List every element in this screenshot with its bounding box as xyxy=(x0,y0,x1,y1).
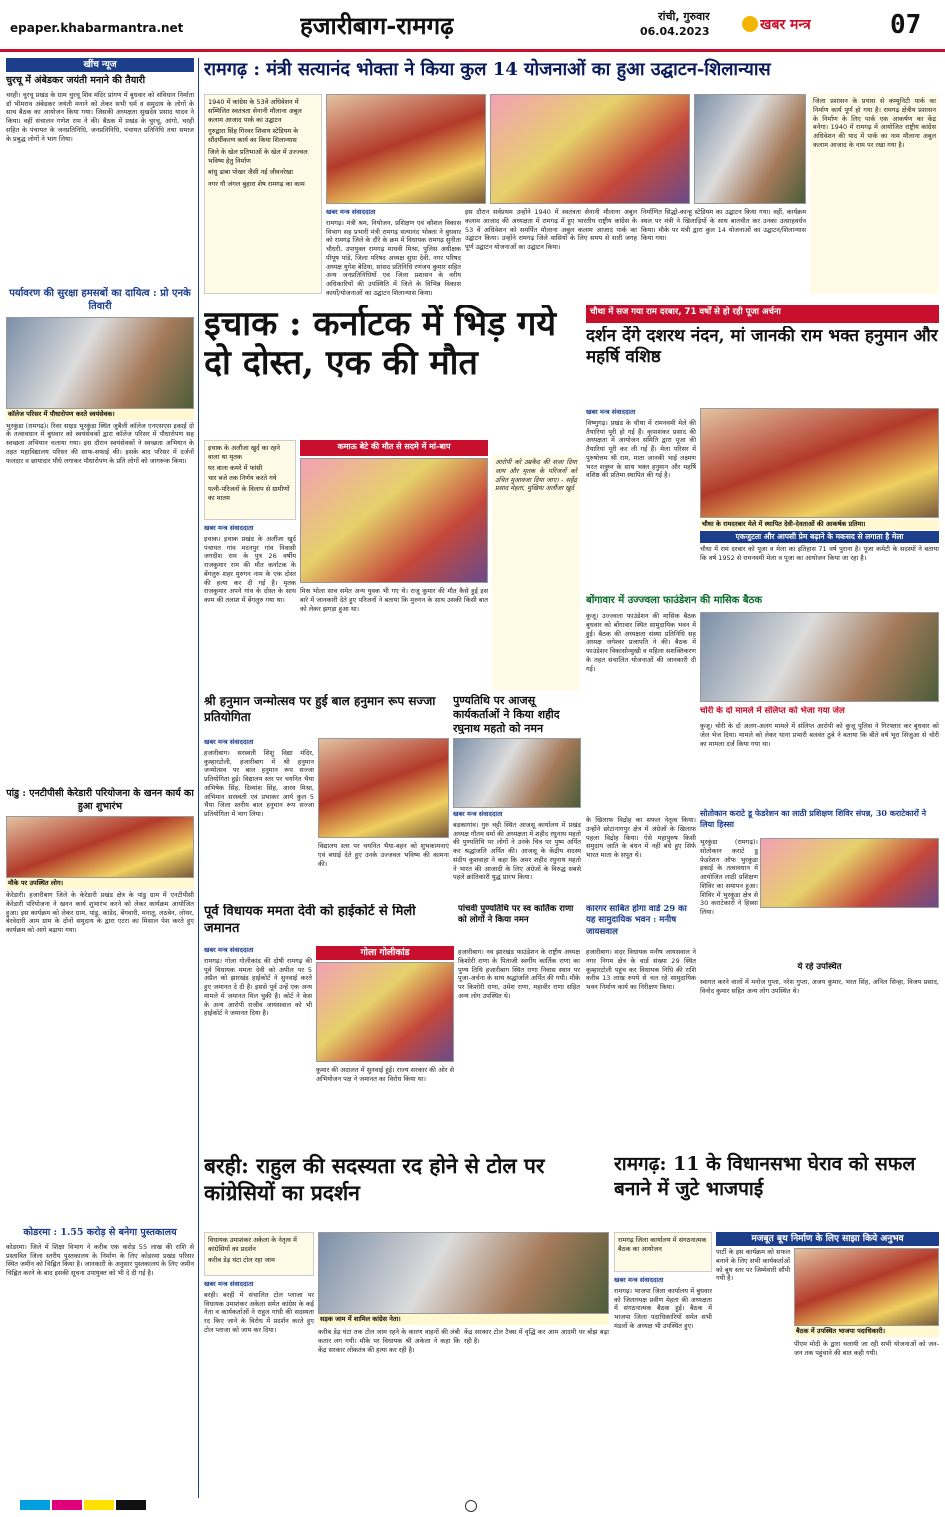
bullet-item: 1940 में कांग्रेस के 53वें अधिवेशन में सम्मिलित स्वतंत्रता सेनानी मौलाना अबुल कलाम आजाद पार्क का उद्घाटन xyxy=(208,98,302,124)
barhi-body: बरही। बरही में संचालित टोल प्लाजा पर विधायक उमाशंकर अकेला समेत कांग्रेस के कई नेता व कार्यकर्ताओं ने राहुल गांधी की सदस्यता रद किए जाने के विरोध में प्रदर्शन करते हुए टोल प्लाजा को जाम कर दिया। xyxy=(204,1290,314,1334)
story-environment: भुरकुंडा (रामगढ़)। रिवर साइड भुरकुंडा स्थित जुबैली कॉलेज एनएसएस इकाई दो के तत्वावधान में बुधवार को स्वयंसेवकों द्वारा कॉलेज परिसर में पौधारोपण सह स्वच्छता अभियान चलाया गया। इस दौरान स्वयंसेवकों ने स्वच्छता अभियान के तहत महाविद्यालय परिसर की साफ-सफाई की। इसके बाद परिसर में दर्जनों फलदार व छायादार पौधे लगाकर पौधारोपण के प्रति लोगों को जागरूक किया। xyxy=(6,421,194,465)
date-block xyxy=(640,10,710,40)
hanuman-body: हजारीबाग। सरस्वती शिशु विद्या मंदिर, कुम्हारटोली, हजारीबाग में श्री हनुमान जन्मोत्सव पर बाल हनुमान रूप सज्जा प्रतियोगिता हुई। विद्यालय स्तर पर चयनित भैया अभिषेक सिंह, दिव्यांश सिंह, आरव मिश्रा, अभिमान सरस्वती एवं प्रभाकर आर्य कुल 5 भैया जिला स्तरीय बाल हनुमान रूप सज्जा प्रतियोगिता में भाग लिया। xyxy=(204,748,314,819)
headline-koderma[interactable]: कोडरमा : 1.55 करोड़ से बनेगा पुस्तकालय xyxy=(23,1227,177,1239)
headline-bagwar[interactable]: बोंगावार में उज्ज्वला फाउंडेशन की मासिक बैठक xyxy=(586,595,763,606)
bullet-item: चार बजे तक निर्णय करते गये xyxy=(208,474,277,483)
top-story-body-2: इस दौरान सर्वप्रथम उन्होंने 1940 में स्वतंत्रता सेनानी मौलाना अबुल कलाम आजाद की अध्यक्षता में रामगढ़ में हुए भारतीय राष्ट्रीय कांग्रेस के 53 वें अधिवेशन को समर्पित मौलाना अबुल कलाम आजाद पार्क का उद्घाटन किया। उन्होंने रामगढ़ जिले वासियों के लिए समय से सारी जगह पूर्ण उद्घाटन योजनाओं का उद्घाटन किया। xyxy=(465,208,637,252)
headline-azsu[interactable]: पुण्यतिथि पर आजसू कार्यकर्ताओं ने किया शहीद रघुनाथ महतो को नमन xyxy=(453,694,560,734)
story-churchu: चरही। चुरचू प्रखंड के ग्राम चुरचू शिव मंदिर प्रांगण में बुधवार को संविधान निर्माता डॉ भीमराव अंबेडकर जयंती मनाने को लेकर सभी धर्म व समुदाय के लोगों के साथ बैठक का आयोजन किया गया। जिसकी अध्यक्षता सुखदेव प्रसाद यादव ने किया। वहीं संचालन गणेश राम ने की। बैठक में प्रखंड के चुरचू, आंगो, चरही सहित के पंचायत के जनप्रतिनिधि, जनप्रतिनिधि, पंचायत प्रतिनिधि तथा समाज के प्रबुद्ध लोगों ने भाग लिया। xyxy=(6,90,194,143)
hanuman-body-2: विद्यालय स्तर पर चयनित भैया-बहन को शुभकामनाएं एवं बधाई देते हुए उनके उज्जवल भविष्य की कामना की। xyxy=(318,842,449,868)
bjp-bullets xyxy=(614,1232,712,1272)
azsu-body-2: के खिलाफ विद्रोह का सफल नेतृत्व किया। उन्होंने छोटानागपुर क्षेत्र में अंग्रेजों के खिलाफ पहला विद्रोह किया। ऐसे महापुरुष किसी समुदाय जाति के बंधन में नहीं बंधे हुए सिर्फ भारत माता के सपूत थे। xyxy=(586,816,696,860)
azsu-col1 xyxy=(453,810,581,898)
mamta-photo-label: गोला गोलीकांड xyxy=(316,946,454,960)
brand-logo-icon xyxy=(742,16,758,32)
color-bar-cyan xyxy=(20,1500,50,1510)
barhi-body-3: केंद्र सरकार टोल टैक्स में वृद्धि कर आम आदमी पर बोझ बढ़ा रही है। xyxy=(464,1328,609,1345)
ward29-body: हजारीबाग। सदर विधायक मनीष जायसवाल ने नगर निगम क्षेत्र के वार्ड संख्या 29 स्थित कुम्हारटोली पहुंच कर विधायक निधि की राशि करीब 13 लाख रुपये से चल रहे सामुदायिक भवन निर्माण कार्य का निरीक्षण किया। xyxy=(586,948,696,992)
headline-churchu[interactable]: चुरचू में अंबेडकर जयंती मनाने की तैयारी xyxy=(6,75,146,87)
bullet-item: जिले के खेल प्रतिभाओं के खेल में उज्ज्वल भविष्य हेतु निर्माण xyxy=(208,147,308,165)
photo-inauguration-3 xyxy=(694,94,806,204)
ward29-subhead: ये रहे उपस्थित xyxy=(797,962,842,972)
mamta-body-2: कुमार की अदालत में सुनवाई हुई। राज्य सरकार की ओर से अभियोजन पक्ष ने जमानत का विरोध किया था। xyxy=(316,1066,454,1083)
top-story-body: रामगढ़। मंत्री श्रम, नियोजन, प्रशिक्षण एवं कौशल विकास विभाग सह प्रभारी मंत्री रामगढ़ सत्यानंद भोक्ता ने बुधवार को रामगढ़ जिले के दौरे के क्रम में विधायक रामगढ़ सुनीता चौधरी, उपायुक्त रामगढ़ माधवी मिश्रा, पुलिस अधीक्षक पीयूष पांडे, जिला परिषद अध्यक्ष सुधा देवी, नगर परिषद अध्यक्ष युगेश बेदिया, सांसद प्रतिनिधि रणंजय कुमार सहित अन्य जनप्रतिनिधियों एवं जिला प्रशासन के वरीय अधिकारियों की उपस्थिति में जिले के विभिन्न विकास कार्यों/योजनाओं का उद्घाटन शिलान्यास किया। xyxy=(326,218,461,297)
headline-bjp[interactable]: रामगढ़: 11 के विधानसभा घेराव को सफल बनाने में जुटे भाजपाई xyxy=(614,1153,916,1200)
photo-plantation xyxy=(6,317,194,409)
color-bar-magenta xyxy=(52,1500,82,1510)
ichak-body-2: मिस्र भोला साव समेत अन्य युवक भी गए थे। राजू कुमार की मौत कैसे हुई इस बारे में जानकारी देते हुए परिजनों ने बताया कि मुरुगन के साथ उसकी किसी बात को लेकर झगड़ा हुआ था। xyxy=(300,587,488,613)
top-story-bullets xyxy=(204,94,322,294)
photo-ram-darbar xyxy=(700,408,939,518)
karate-body: भुरकुंडा (रामगढ़)। सोतोकान कराटे डू फेडरेशन ऑफ भुरकुंडा इकाई के तत्वावधान में आयोजित लाठी प्रशिक्षण शिविर का समापन हुआ। शिविर में भुरकुंडा क्षेत्र से 30 कराटेकारों ने हिस्सा लिया। xyxy=(700,838,758,917)
caption-ram-darbar: चौथा के रामदरबार मेले में स्थापित देवी-देवताओं की आकर्षक प्रतिमा। xyxy=(700,519,939,530)
column-divider xyxy=(198,58,199,1498)
color-bar-black xyxy=(116,1500,146,1510)
story-ntpc: केरेडारी। हजारीबाग जिले के केरेडारी प्रखंड क्षेत्र के पांडु ग्राम में एनटीपीसी केरेडारी परियोजना ने खनन कार्य शुभारंभ करने को लेकर कार्यक्रम आयोजित हुआ। इस कार्यक्रम को लेकर ग्राम, पांडु, कांडेद, बेंगवारी, मनातू, लठबेन, लोथर, बेरवेदारी आम ग्राम के दोनों समुदाय के द्वारा एटरा का मिसाल पेश करते हुए कार्यक्रम को आगे बढ़ाया गया। xyxy=(6,891,194,935)
bullet-item: विधायक उमाशंकर अकेला के नेतृत्व में कांग्रेसियों का प्रदर्शन xyxy=(208,1236,297,1253)
caption-bjp-meeting: बैठक में उपस्थित भाजपा पदाधिकारी। xyxy=(794,1326,939,1337)
bullet-item: बांधु ढाबा पोखर जैसी नई जीवनरेखा xyxy=(208,168,293,177)
bullet-item: गुरुद्वारा सिंह गिरवर शिवाय स्टेडियम के सौंदर्यीकरण कार्य का किया शिलान्यास xyxy=(208,127,299,145)
headline-ntpc[interactable]: पांडु : एनटीपीसी केरेडारी परियोजना के खनन कार्य का हुआ शुभारंभ xyxy=(6,787,194,812)
bjp-body: रामगढ़। भाजपा जिला कार्यालय में बुधवार को जिलाध्यक्ष प्रवीण मेहता की अध्यक्षता में संगठनात्मक बैठक हुई। बैठक में भाजपा जिला पदाधिकारियों समेत सभी मंडलों के अध्यक्ष भी उपस्थित हुए। xyxy=(614,1286,712,1330)
mamta-body: रामगढ़। गोला गोलीकांड की दोषी रामगढ़ की पूर्व विधायक ममता देवी को अपील पर 5 अप्रैल को झारखंड हाईकोर्ट ने सुनवाई करते हुए जमानत दे दी है। इससे पूर्व उन्हें एक अन्य मामले में जमानत मिल चुकी है। कोर्ट ने केस के अन्य आरोपी राजीव जायसवाल को भी हाईकोर्ट ने जमानत दिया है। xyxy=(204,956,312,1018)
bullet-item: घर वाला कमरे में फांसी xyxy=(208,463,263,472)
headline-hanuman[interactable]: श्री हनुमान जन्मोत्सव पर हुई बाल हनुमान रूप सज्जा प्रतियोगिता xyxy=(204,694,436,724)
ichak-photo-title: कमाऊ बेटे की मौत से सदमे में मां-बाप xyxy=(300,440,488,456)
caption-ntpc: मौके पर उपस्थित लोग। xyxy=(6,878,194,889)
ichak-body: इचाक। इचाक प्रखंड के अलौंजा खुर्द पंचायत गांव मदनपुर गांव निवासी जगदीश राम के पुत्र 26 वर्षीय राजकुमार राम की मौत कर्नाटक के बेंगलुरु शहर मुरुगन नाम के एक दोस्त की हत्या कर दी गई है। मृतक राजकुमार अपने गांव के दोस्त के साथ काम की तलाश में बेंगलुरु गया था। xyxy=(204,534,296,605)
top-story-body-3: निर्माणित सिद्धो-कान्हू स्टेडियम का उद्घाटन किया गया। वहीं, कार्यक्रम स्थल पर मंत्री ने खिलाड़ियों के साथ बातचीत कर उनका उत्साहवर्धन किया। मौके पर मंत्री द्वारा कुल 14 योजनाओं का उद्घाटन/शिलान्यास किया गया। xyxy=(641,208,806,243)
photo-ichak-family xyxy=(300,458,488,583)
byline: खबर मन्त्र संवाददाता xyxy=(204,1280,254,1288)
photo-ntpc xyxy=(6,816,194,878)
photo-azsu xyxy=(453,738,581,808)
bullet-item: करीब डेढ़ घंटा टोल रहा जाम xyxy=(208,1255,275,1264)
registration-mark-icon xyxy=(465,1500,477,1512)
headline-kartik[interactable]: पांचवी पुण्यतिथि पर स्व कार्तिक राणा को लोगों ने किया नमन xyxy=(458,904,574,926)
bullet-item: पत्नी-परिजनों के विलाप से ग्रामीणों का मातम xyxy=(208,485,290,502)
section-kicker: खींच न्यूज xyxy=(6,58,194,72)
headline-ward29[interactable]: कारगर साबित होगा वार्ड 29 का यह सामुदायिक भवन : मनीष जायसवाल xyxy=(586,904,687,937)
top-story-sidebar: जिला प्रशासन के प्रयास से कम्युनिटी पार्क का निर्माण कार्य पूर्ण हो गया है। रामगढ़ क्षेत्रीय प्रशासन के निर्माण के लिए पार्क एक आकर्षण का केंद्र बनेगा। 1940 में रामगढ़ में आयोजित राष्ट्रीय कांग्रेस अधिवेशन की याद में पार्क का नाम मौलाना अबुल कलाम आजाद के नाम पर रखा गया है। xyxy=(810,94,939,294)
photo-inauguration-2 xyxy=(490,94,690,204)
photo-bjp-meeting xyxy=(794,1248,939,1326)
ramnavami-body-2: चौथा में राम दरबार को पूजा व मेला का इतिहास 71 वर्ष पुराना है। पूजा कमेटी के सदस्यों ने बताया कि वर्ष 1952 से रामनवमी मेला व पूजा का आयोजन किया जा रहा है। xyxy=(700,545,939,562)
photo-karate xyxy=(760,838,939,908)
photo-toll-protest xyxy=(318,1232,609,1314)
bjp-col1 xyxy=(614,1276,712,1492)
story-koderma: कोडरमा। जिले में शिक्षा विभाग ने करीब एक करोड़ 55 लाख की राशि से प्रस्तावित जिला स्तरीय पुस्तकालय के निर्माण के लिए कोडरमा प्रखंड परिसर स्थित जमीन को चिह्नित किया है। जानकारी के अनुसार पुस्तकालय के लिए जमीन चिह्नित करने के बाद इसकी सूचना उपायुक्त को भी दे दी गई है। xyxy=(6,1242,194,1278)
headline-environment[interactable]: पर्यावरण की सुरक्षा हमसबों का दायित्व : प्रो एनके तिवारी xyxy=(9,287,191,313)
azsu-body: बड़कागांव। गुरु चट्टी स्थित आजसू कार्यालय में प्रखंड अध्यक्ष गौतम वर्मा की अध्यक्षता में शहीद रघुनाथ महतो की पुण्यतिथि पर लोगों ने उनके चित्र पर पुष्प अर्पित कर श्रद्धांजलि अर्पित की। आजसू के केंद्रीय सदस्य संदीप कुशवाहा ने कहा कि अमर शहीद रघुनाथ महतो ने भारत की आजादी के लिए अंग्रेजों के विरुद्ध सबसे पहले क्रांतिकारी युद्ध प्रारंभ किया। xyxy=(453,820,581,882)
left-column xyxy=(6,58,194,1498)
hanuman-col1 xyxy=(204,738,314,898)
page-number: 07 xyxy=(890,10,922,40)
photo-mamta-devi xyxy=(316,962,454,1062)
headline-mamta[interactable]: पूर्व विधायक ममता देवी को हाईकोर्ट से मिली जमानत xyxy=(204,904,416,936)
bullet-item: रामगढ़ जिला कार्यालय में संगठनात्मक बैठक का आयोजन xyxy=(618,1236,707,1253)
barhi-col1 xyxy=(204,1280,314,1492)
bjp-body-3: पीएम मोदी के द्वारा चलायी जा रही सभी योजनाओं को जन-जन तक पहुंचाने की बात कही गयी। xyxy=(794,1340,939,1357)
byline: खबर मन्त्र संवाददाता xyxy=(453,810,503,818)
headline-top-story[interactable]: रामगढ़ : मंत्री सत्यानंद भोक्ता ने किया कुल 14 योजनाओं का हुआ उद्घाटन-शिलान्यास xyxy=(204,59,771,80)
photo-bagwar xyxy=(700,612,939,702)
ichak-quote: आरोपी को उम्रकैद की सजा दिया जाय और मृतक के परिजनों को उचित मुआवजा दिया जाए। - सहेंद्र प्रसाद मेहता, मुखिया अलौंजा खुर्द xyxy=(492,455,580,690)
bjp-body-2: पार्टी के इस कार्यक्रम को सफल बनाने के लिए सभी कार्यकर्ताओं को बूथ स्तर पर जिम्मेवारी सौंपी गयी है। xyxy=(716,1248,790,1283)
region-title: हजारीबाग-रामगढ़ xyxy=(300,11,454,40)
byline: खबर मन्त्र संवाददाता xyxy=(326,208,376,216)
top-story-col1 xyxy=(326,208,461,298)
headline-karate[interactable]: सोतोकान कराटे डू फेडरेशन का लाठी प्रशिक्षण शिविर संपन्न, 30 कराटेकारों ने लिया हिस्सा xyxy=(700,808,927,829)
bullet-item: इचाक के अलौंजा खुर्द का रहने वाला था मृतक xyxy=(208,444,281,461)
ramnavami-subhead: एकजुटता और आपसी प्रेम बढ़ाने के मकसद से लगाता है मेला xyxy=(700,531,939,543)
byline: खबर मन्त्र संवाददाता xyxy=(204,946,254,954)
ramnavami-body: विष्णुगढ़। प्रखंड के चौथा में रामनवमी मेले की तैयारियां पूरी हो गई हैं। कृपाशंकर प्रसाद की अध्यक्षता में आयोजन समिति द्वारा पूजा की तैयारियां पूरी कर ली गई हैं। मेला परिसर में पुरुषोत्तम श्री राम, माता जानकी भाई लक्ष्मण भरत शत्रुघ्न के साथ भक्त हनुमान और महर्षि वशिष्ठ की प्रतिमा स्थापित की गई है। xyxy=(586,418,696,480)
photo-bal-hanuman xyxy=(318,738,449,838)
epaper-url[interactable]: epaper.khabarmantra.net xyxy=(10,21,184,35)
byline: खबर मन्त्र संवाददाता xyxy=(204,524,254,532)
barhi-body-2: करीब डेढ़ घंटा तक टोल जाम रहने के कारण वाहनों की लंबी कतार लग गयी। मौके पर विधायक श्री अकेला ने कहा कि केंद्र सरकार लोकतंत्र की हत्या कर रही है। xyxy=(318,1328,460,1354)
color-bar-yellow xyxy=(84,1500,114,1510)
brand-name: खबर मन्त्र xyxy=(760,17,811,33)
barhi-bullets xyxy=(204,1232,314,1276)
ramnavami-kicker: चौथा में सज गया राम दरबार, 71 वर्षों से हो रही पूजा अर्चना xyxy=(586,305,939,323)
kartik-body: हजारीबाग। नव झारखंड फाउंडेशन के राष्ट्रीय अध्यक्ष किशोरी राणा के पिताजी स्वर्गीय कार्तिक राणा का पुण्य तिथि हजारीबाग स्थित राणा निवास स्थान पर पूजा-अर्चना के साथ श्रद्धांजलि अर्पित की गयी। मौके पर किशोरी राणा, उमेश राणा, महावीर राणा सहित अन्य लोग उपस्थित थे। xyxy=(458,948,580,1000)
ichak-col1 xyxy=(204,524,296,690)
byline: खबर मन्त्र संवाददाता xyxy=(586,408,636,416)
byline: खबर मन्त्र संवाददाता xyxy=(204,738,254,746)
headline-barhi[interactable]: बरही: राहुल की सदस्यता रद होने से टोल पर कांग्रेसियों का प्रदर्शन xyxy=(204,1153,545,1206)
bjp-subhead: मजबूत बूथ निर्माण के लिए साझा किये अनुभव xyxy=(716,1232,939,1246)
ward29-body-2: स्वागत करने वालों में मनोज गुप्ता, नरेश गुप्ता, अजय कुमार, भरत सिंह, अनिल सिन्हा, विजय प्रसाद, विनोद कुमार सहित अन्य लोग उपस्थित थे। xyxy=(700,978,939,995)
headline-ichak[interactable]: इचाक : कर्नाटक में भिड़ गये दो दोस्त, एक की मौत xyxy=(204,305,557,384)
mamta-col1 xyxy=(204,946,312,1146)
byline: खबर मन्त्र संवाददाता xyxy=(614,1276,664,1284)
bullet-item: नगर गौ जंगल बुहारा शेष रामगढ़ का काम xyxy=(208,180,305,189)
city-day: रांची, गुरुवार xyxy=(658,10,710,23)
headline-ramnavami[interactable]: दर्शन देंगे दशरथ नंदन, मां जानकी राम भक्त हनुमान और महर्षि वशिष्ठ xyxy=(586,326,938,368)
theft-body: कुजू। चोरी के दो अलग-अलग मामले में संलिप्त आरोपी को कुजू पुलिस ने गिरफ्तार कर बुधवार को जेल भेज दिया। मामले को लेकर थाना प्रभारी बलवंत ठुबे ने बताया कि बीते वर्ष भूरा सिजुआ से चोरी का मामला दर्ज किया गया था। xyxy=(700,722,939,748)
bagwar-body: कुजू। उज्ज्वला फाउंडेशन की मासिक बैठक बुधवार को बोंगावार स्थित सामुदायिक भवन में हुई। बैठक की अध्यक्षता संस्था प्रतिनिधि सह अध्यक्ष जगेश्वर प्रजापति ने की। बैठक में फाउंडेशन विकासोन्मुखी व महिला सशक्तिकरण के तहत संचालित योजनाओं की जानकारी दी गई। xyxy=(586,612,696,673)
headline-theft[interactable]: चोरी के दो मामले में संलिप्त को भेजा गया जेल xyxy=(700,706,845,716)
date: 06.04.2023 xyxy=(640,24,710,38)
caption-toll-protest: सड़क जाम में शामिल कांग्रेस नेता। xyxy=(318,1314,609,1325)
ichak-bullets xyxy=(204,440,296,520)
photo-inauguration-1 xyxy=(326,94,486,204)
caption-plantation: कॉलेज परिसर में पौधारोपण करते स्वयंसेवक। xyxy=(6,409,194,420)
ramnavami-col1 xyxy=(586,408,696,588)
